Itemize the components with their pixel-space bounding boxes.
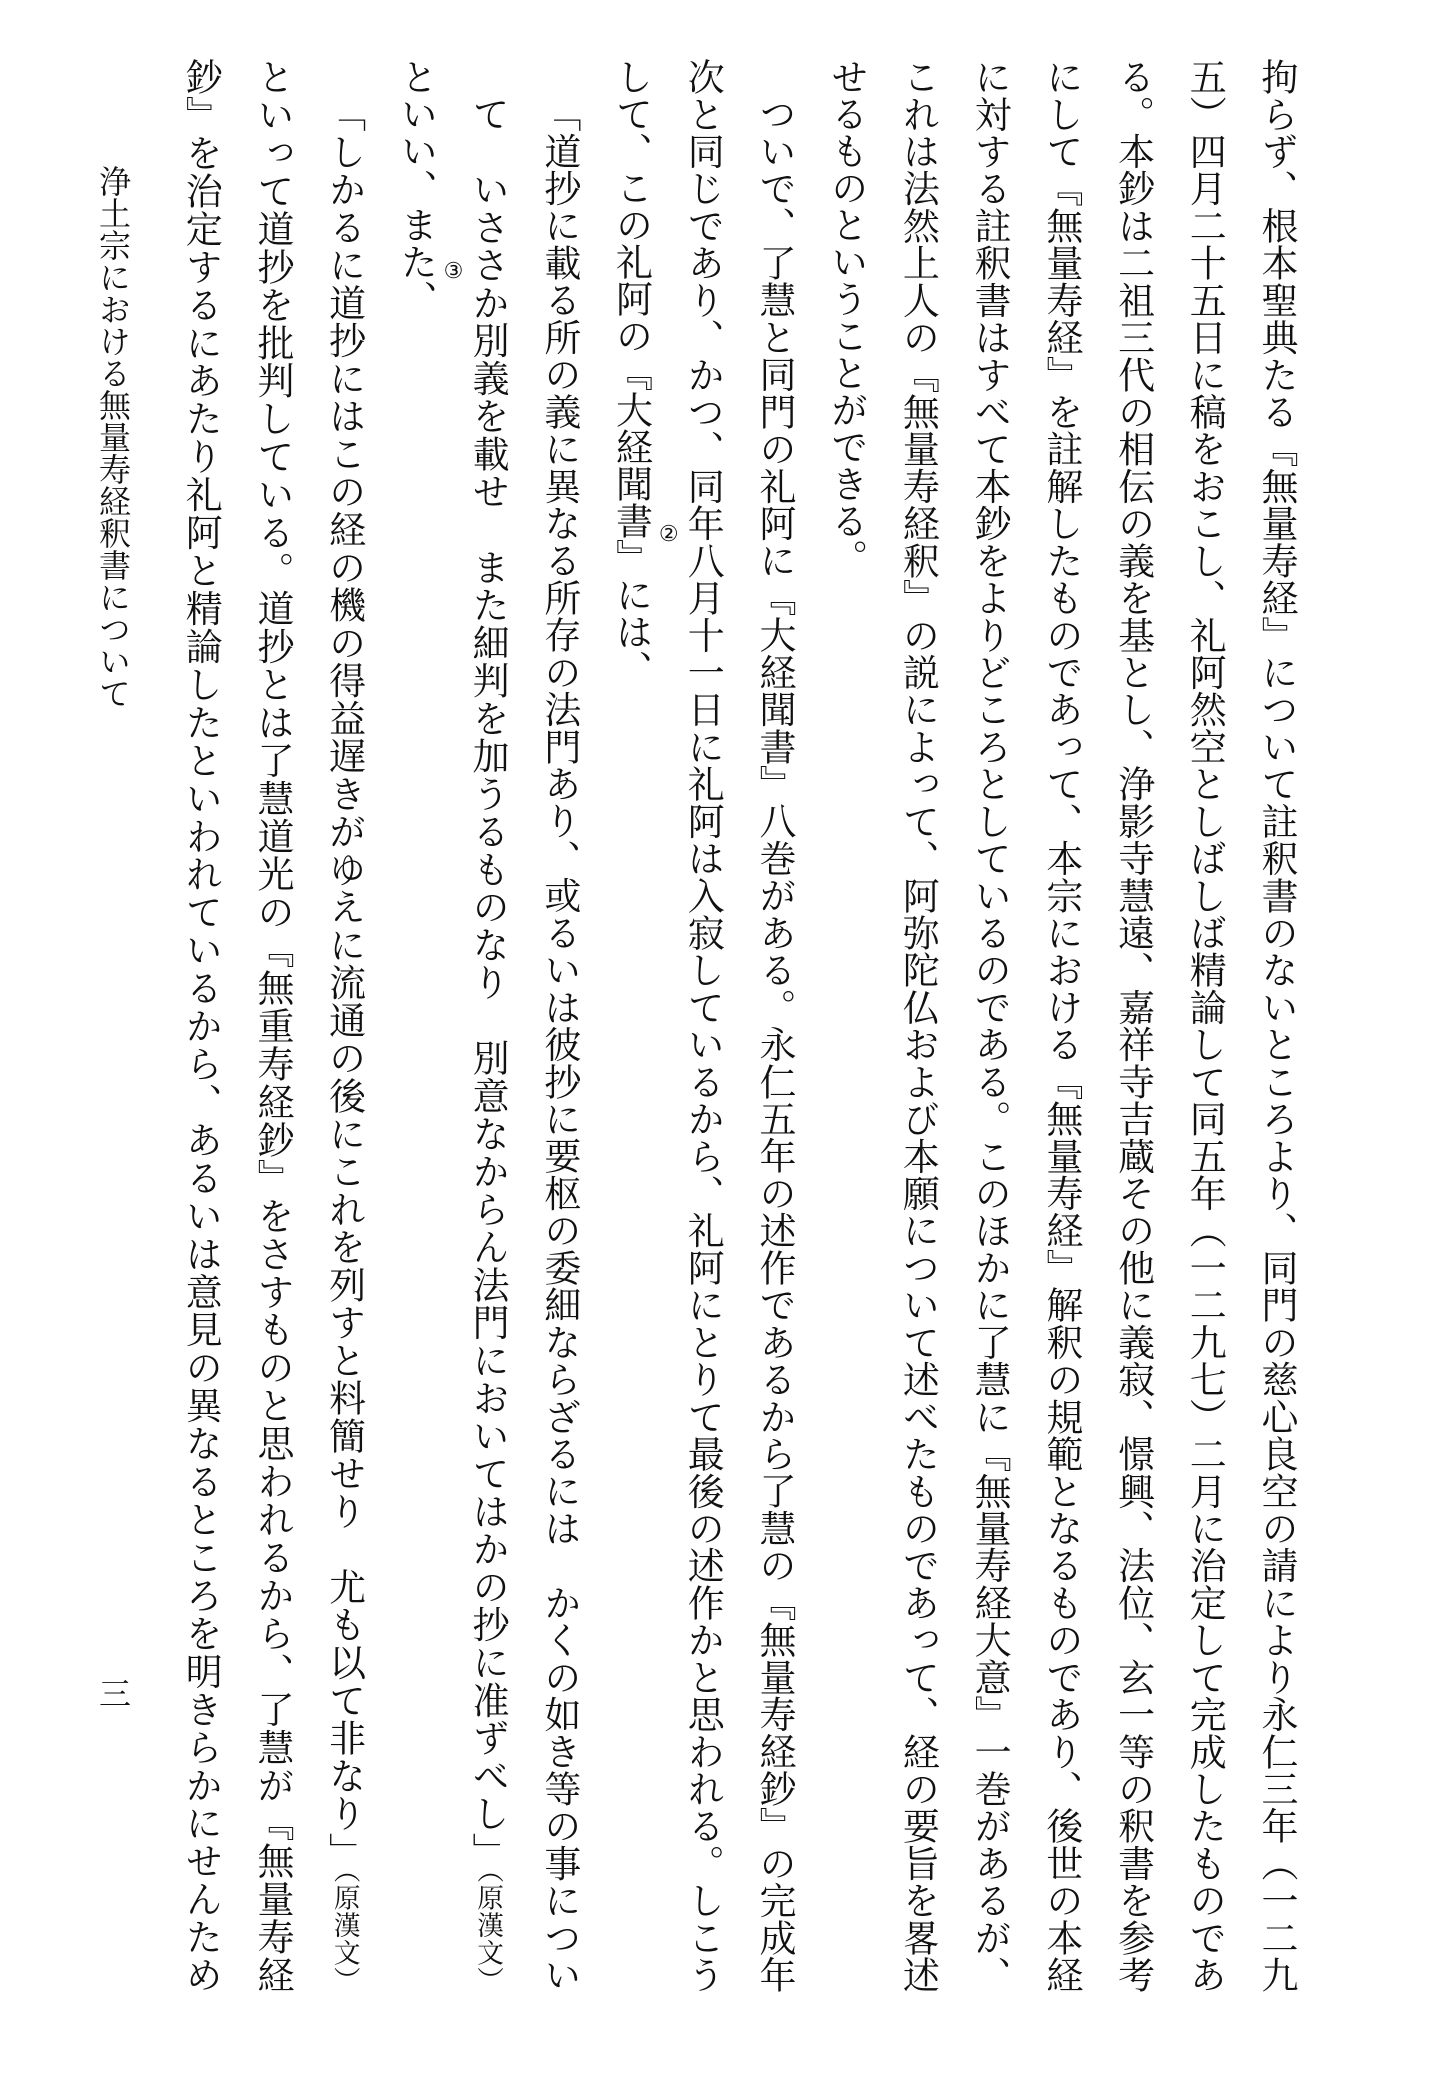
page-number: 三 <box>94 1677 132 1709</box>
paragraph-2 <box>595 58 810 1993</box>
text-line: 鈔』を治定するにあたり礼阿と精論したといわれているから、あるいは意見の異なるところを明きらかにせんため <box>179 58 223 1993</box>
text-segment: といい、また、 <box>394 58 438 317</box>
block-quote-1 <box>451 58 594 1993</box>
text-line: これは法然上人の『無量寿経釈』の説によって、阿弥陀仏および本願について述べたものであって、経の要旨を畧述 <box>896 58 940 1994</box>
text-segment: には、 <box>609 576 653 687</box>
paragraph-1 <box>810 58 1312 1993</box>
running-header: 浄土宗における無量寿経釈書について <box>94 165 132 709</box>
footnote-marker: ③ <box>443 259 464 284</box>
text-line: 次と同じであり、かつ、同年八月十一日に礼阿は入寂しているから、礼阿にとりて最後の述作かと思われる。しこう <box>681 58 725 1993</box>
text-line <box>595 58 679 1993</box>
quote-followup <box>380 58 464 1993</box>
footnote-marker: ② <box>658 522 679 547</box>
source-note: （原漢文） <box>328 1870 360 1993</box>
text-segment: 「しかるに道抄にはこの経の機の得益遅きがゆえに流通の後にこれを列すと料簡せり 尤も以て非なり」 <box>322 95 366 1871</box>
text-line: ついで、了慧と同門の礼阿に『大経聞書』八巻がある。永仁五年の述作であるから了慧の『無量寿経鈔』の完成年 <box>752 95 796 1993</box>
text-segment: て いささか別義を載せ また細判を加うるものなり 別意なからん法門においてはかの抄に准ずべし」 <box>466 95 510 1871</box>
text-line: る。本鈔は二祖三代の相伝の義を基とし、浄影寺慧遠、嘉祥寺吉蔵その他に義寂、憬興、法位、玄一等の釈書を参考 <box>1111 58 1155 1993</box>
text-line: せるものということができる。 <box>824 58 868 576</box>
paragraph-3 <box>165 58 308 1993</box>
text-line: 五）四月二十五日に稿をおこし、礼阿然空としばしば精論して同五年（一二九七）二月に治定して完成したものであ <box>1183 58 1227 1994</box>
body-text <box>164 58 1312 1993</box>
text-line: 拘らず、根本聖典たる『無量寿経』について註釈書のないところより、同門の慈心良空の請により永仁三年（一二九 <box>1255 58 1298 1993</box>
text-line: といって道抄を批判している。道抄とは了慧道光の『無重寿経鈔』をさすものと思われるから、了慧が『無量寿経 <box>250 58 294 1993</box>
text-line: にして『無量寿経』を註解したものであって、本宗における『無量寿経』解釈の規範となるものであり、後世の本経 <box>1039 58 1083 1994</box>
source-note: （原漢文） <box>472 1870 504 1993</box>
text-line <box>308 58 380 1993</box>
block-quote-2 <box>308 58 380 1993</box>
text-line <box>380 58 464 1993</box>
text-line: 「道抄に載る所の義に異なる所存の法門あり、或るいは彼抄に要枢の委細ならざるには かくの如き等の事につい <box>537 95 581 1993</box>
text-line <box>451 58 523 1993</box>
text-segment: して、この礼阿の『大経聞書』 <box>609 58 653 576</box>
text-line: に対する註釈書はすべて本鈔をよりどころとしているのである。このほかに了慧に『無量寿経大意』一巻があるが、 <box>968 58 1012 1994</box>
